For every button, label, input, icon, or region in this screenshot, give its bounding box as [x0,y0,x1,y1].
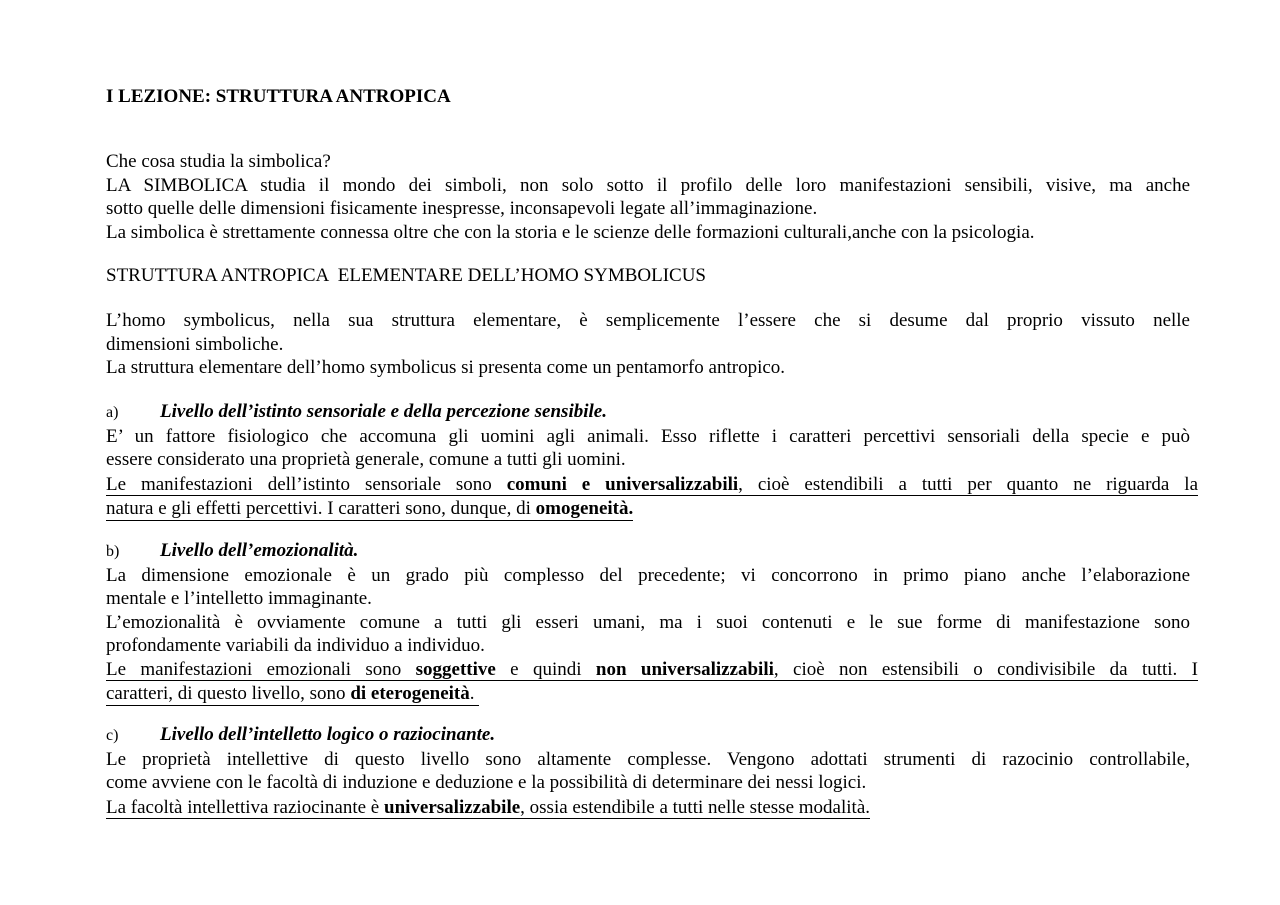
level-c-heading: Livello dell’intelletto logico o raziocinante. [160,724,496,745]
level-c-u1-post: , ossia estendibile a tutti nelle stesse modalità. [520,796,870,818]
intro-paragraph-line: LA SIMBOLICA studia il mondo dei simboli, non solo sotto il profilo delle loro manifestazioni sensibili, visive, ma anche [106,174,1190,196]
level-c-u1-bold: universalizzabile [384,796,521,818]
level-b-u2-pre: caratteri, di questo livello, sono [106,683,351,704]
level-a-u2-pre: natura e gli effetti percettivi. I caratteri sono, dunque, di [106,498,536,519]
homo-paragraph-line: La struttura elementare dell’homo symbolicus si presenta come un pentamorfo antropico. [106,357,786,378]
level-b-text-line: mentale e l’intelletto immaginante. [106,588,372,609]
level-c-text-line: come avviene con le facoltà di induzione e deduzione e la possibilità di determinare dei nessi logici. [106,772,867,793]
level-b-text-line: profondamente variabili da individuo a individuo. [106,635,485,656]
level-b-text-line: La dimensione emozionale è un grado più complesso del precedente; vi concorrono in primo piano anche l’elaborazione [106,564,1190,586]
level-b-underlined-line-2 [106,682,1190,706]
level-b-u2 [106,683,479,706]
level-a-u2-bold: omogeneità. [535,498,634,519]
homo-paragraph-line: L’homo symbolicus, nella sua struttura elementare, è semplicemente l’essere che si desume dal proprio vissuto nelle [106,310,1190,331]
level-b-u1-post: , cioè non estensibili o condivisibile da tutti. I [773,658,1198,680]
level-a-heading-line [106,400,1190,425]
section-heading-block [106,264,1190,288]
level-a-text-line: E’ un fattore fisiologico che accomuna gli uomini agli animali. Esso riflette i caratteri percettivi sensoriali della specie e può [106,425,1190,447]
level-b-block [106,539,1198,706]
homo-block [106,309,1190,380]
level-c-underlined-line [106,795,1190,820]
homo-paragraph-line: dimensioni simboliche. [106,333,284,355]
level-a-u1-bold: comuni e universalizzabili [506,473,739,495]
document-title: I LEZIONE: STRUTTURA ANTROPICA [106,86,451,107]
level-b-u2-bold: di eterogeneità [350,683,470,704]
level-a-u1-post: , cioè estendibili a tutti per quanto ne riguarda la [738,473,1199,495]
level-b-text-line: L’emozionalità è ovviamente comune a tutti gli esseri umani, ma i suoi contenuti e le sue forme di manifestazione sono [106,611,1190,633]
level-b-u1-bold2: non universalizzabili [595,658,774,680]
level-b-u2-post: . [469,683,480,704]
level-c-block [106,723,1190,819]
level-b-underlined-line [106,658,1198,682]
level-a-heading: Livello dell’istinto sensoriale e della percezione sensibile. [160,401,607,422]
level-a-u2 [106,498,633,521]
level-b-u1-pre: Le manifestazioni emozionali sono [106,658,416,680]
level-c-u1 [106,797,870,820]
level-a-underlined-line-2 [106,497,1190,521]
level-c-heading-line [106,723,1190,748]
level-b-heading-line [106,539,1190,564]
intro-question: Che cosa studia la simbolica? [106,151,331,172]
intro-block [106,150,1190,244]
level-c-u1-pre: La facoltà intellettiva raziocinante è [106,796,384,818]
level-a-text-line: essere considerato una proprietà generale, comune a tutti gli uomini. [106,449,626,470]
level-a-underlined-line [106,472,1198,497]
level-c-marker: c) [106,727,119,744]
level-a-u1-pre: Le manifestazioni dell’istinto sensoriale sono [106,473,507,495]
section-heading: STRUTTURA ANTROPICA ELEMENTARE DELL’HOMO SYMBOLICUS [106,265,707,286]
level-b-heading: Livello dell’emozionalità. [160,540,359,561]
level-b-u1-mid: e quindi [495,658,596,680]
level-a-marker: a) [106,404,119,421]
level-a-block [106,400,1199,521]
level-b-marker: b) [106,543,120,560]
level-b-u1-bold1: soggettive [415,658,496,680]
intro-paragraph-line: sotto quelle delle dimensioni fisicamente inespresse, inconsapevoli legate all’immaginazione. [106,198,818,219]
level-c-text-line: Le proprietà intellettive di questo livello sono altamente complesse. Vengono adottati strumenti di razocinio controllabile, [106,748,1190,770]
intro-paragraph-2: La simbolica è strettamente connessa oltre che con la storia e le scienze delle formazioni culturali,anche con la psicologia. [106,221,1035,243]
